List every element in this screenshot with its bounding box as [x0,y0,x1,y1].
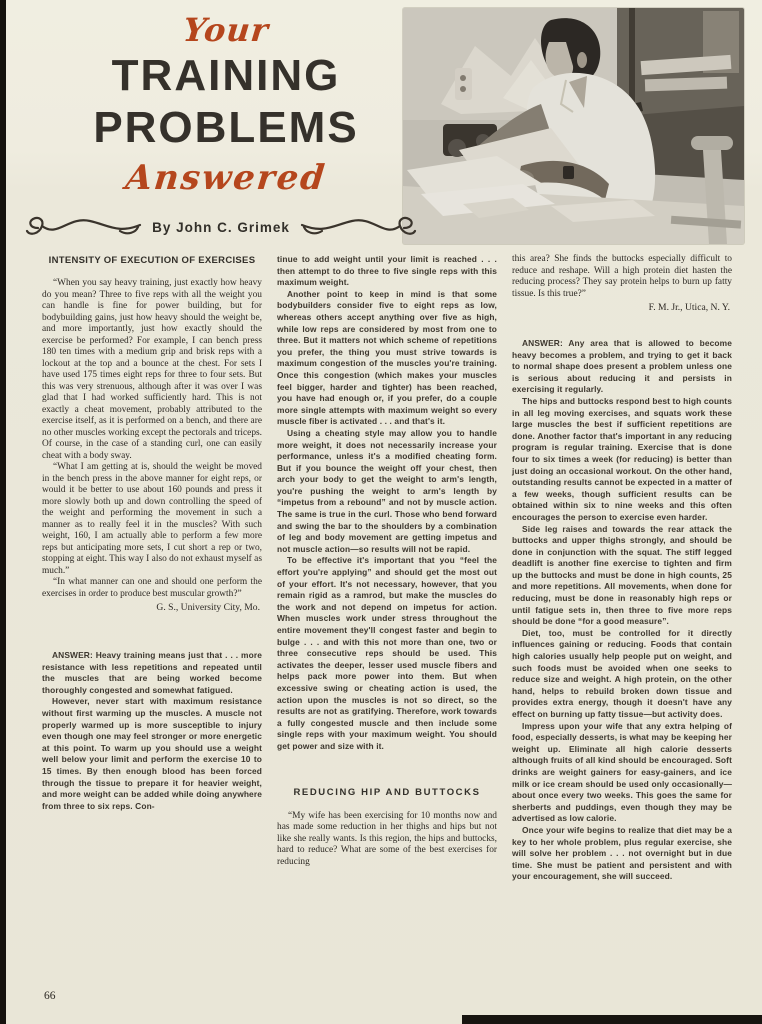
answer-paragraph: Once your wife begins to realize that diet may be a key to her whole problem, plus regular exercise, she will solve her problem . . . not overnight but in due time. She must be patient and persistent and with your encouragement, she will succeed. [512,824,732,882]
flourish-left-icon [24,212,142,242]
answer-paragraph: The hips and buttocks respond best to high counts in all leg moving exercises, and squats work these large muscles the best if sufficient repetitions are done. Another factor that's important in any reducing program is regular training. Exercise that is done four to six times a week (for reducing) is better than just doing an occasional workout. On the other hand, outstanding results cannot be expected in a matter of a few weeks, though sufficient results can be obtained within six to nine weeks and this often encourages the person to exercise even harder. [512,395,732,522]
byline-text: By John C. Grimek [152,219,290,235]
title-line-training: TRAINING [111,51,341,100]
flourish-right-icon [300,212,418,242]
question-signature: F. M. Jr., Utica, N. Y. [648,302,730,313]
question-paragraph-continued: this area? She finds the buttocks especially difficult to reduce and reshape. Will a high protein diet hasten the reducing process? They say protein helps to burn up fatty tissue. Is this true?” [512,254,732,299]
answer-paragraph-continued: tinue to add weight until your limit is reached . . . then attempt to do three to five single reps with this maximum weight. [277,254,497,288]
column-3 [512,254,732,986]
question-signature: G. S., University City, Mo. [156,602,260,613]
answer-paragraph: Impress upon your wife that any extra helping of food, especially desserts, is what may be keeping her weight up. Eliminate all high calorie desserts although fruits of all kind should be encouraged. Soft drinks are weight gainers for easy-gainers, and ice milk or ice cream should be used only occasionally—about once every two weeks. This goes the same for sherberts and puddings, even though they may be advertised as low calorie. [512,720,732,824]
article-masthead [40,10,412,200]
page-left-edge-shadow [0,0,6,1024]
section-heading-reducing: REDUCING HIP AND BUTTOCKS [293,786,481,798]
title-script-answered: Answered [123,158,329,198]
photo-illustration [403,8,744,244]
title-line-problems: PROBLEMS [93,103,359,152]
page-bottom-edge-shadow [462,1015,762,1024]
question-paragraph: “In what manner can one and should one perform the exercises in order to produce best muscular growth?” [42,577,262,599]
column-2 [277,254,497,986]
answer-paragraph: Diet, too, must be controlled for it directly influences gaining or reducing. Foods that contain high calories usually help people put on weight, and such foods must be avoided when one seeks to reduce size and weight. A high protein, on the other hand, helps to rebuild broken down tissue and provides extra energy, though it doesn't have any effect on burning up fatty tissue—but activity does. [512,627,732,719]
page-number: 66 [44,990,56,1002]
article-body [42,254,732,986]
answer-paragraph: ANSWER: Any area that is allowed to become heavy becomes a problem, and trying to get it back to normal shape does present a problem unless one is serious about reducing it and persists in exercising it regularly. [512,338,732,395]
grimek-desk-photo [403,8,744,244]
title-script-your: Your [181,11,271,49]
question-paragraph: “When you say heavy training, just exactly how heavy do you mean? Three to five reps with all the weight you can handle is fine for power building, but for bodybuilding gains, just how heavy should the weight be, and more importantly, just how exactly should the exercise be performed? For example, I can bench press 180 ten times with a medium grip and brisk reps with a lockout at the top and a bounce at the chest. For sets I have used 175 times eight reps for three to four sets. But this was very strenuous, although after it was over I was glad that I had worked sufficiently hard. This is not exactly a cheat movement, probably attributed to the exercise itself, as it is performed on a bench, and there are no other muscles working except the pectorals and triceps. Of course, in the case of a standing curl, one can easily cheat with a body sway. [42,278,262,461]
answer-paragraph: ANSWER: Heavy training means just that . . . more resistance with less repetitions and repeated until the muscles that are being worked become thoroughly congested and somewhat fatigued. [42,650,262,695]
question-paragraph: “What I am getting at is, should the weight be moved in the bench press in the above manner for eight reps, or would it be better to use about 160 pounds and press it more slowly both up and down controlling the speed of the weight and performing the movement in such a manner as to really feel it in the muscles? With such weight, 160, I am actually able to perform a few more reps but anticipating more sets, I cut short a rep or two, stopping at eight. This way I also do not exhaust myself as much.” [42,462,262,576]
answer-paragraph: Another point to keep in mind is that some bodybuilders consider five to eight reps as low, whereas others accept anything over five as high, while low reps are considered by most from one to three. But it matters not which scheme of repetitions you prefer, the thing you must strive towards is maximum congestion of the muscles you're training. Once this congestion (which makes your muscles feel bigger, harder and tighter) has been reached, you have had enough or, if you prefer, do a couple more single attempts with maximum weight so every muscle fiber is activated . . . and that's it. [277,288,497,427]
byline [38,212,404,242]
answer-paragraph: Side leg raises and towards the rear attack the buttocks and upper thighs strongly, and should be done in conjunction with the squat. The stiff legged deadlift is another fine exercise to tighten and firm up the buttocks and must be done in high counts, 25 and more repetitions. All movements, when done for reducing, must be done in reasonably high reps or until fatigue sets in, then three to five more reps should be done “for a good measure”. [512,523,732,627]
answer-paragraph: However, never start with maximum resistance without first warming up the muscles. A muscle not properly warmed up is more susceptible to injury even though one may feel stronger or more energetic at this point. To warm up you should use a weight well below your limit and perform the exercise 10 to 15 times. By then enough blood has been forced through the tissue to prepare it for heavier weight, and more weight can be added while doing anywhere from three to six reps. Con- [42,696,262,811]
section-heading-intensity: INTENSITY OF EXECUTION OF EXERCISES [48,255,256,266]
column-1 [42,254,262,986]
question-paragraph: “My wife has been exercising for 10 months now and has made some reduction in her thighs and hips but not like she really wants. Is this region, the hips and buttocks, hard to reduce? What are some of the best exercises for reducing [277,810,497,867]
answer-paragraph: To be effective it's important that you “feel the effort you're applying” and should get the most out of your effort. It's not necessary, however, that you remain rigid as a ramrod, but make the muscles do the work and not depend on impetus for action. When muscles work under stress throughout the entire movement they'll congest faster and begin to bulge . . . and with this not more than one, two or three consecutive reps should be used. This activates the deeper, lesser used muscle fibers and helps pack more power into them. But when excessive swing or cheating action is used, the action upon the muscles is not so direct, so the results are not as gratifying. Therefore, work towards a fully congested muscle and then include some single reps with your maximum weight. You should get power and size with it. [277,555,497,751]
answer-paragraph: Using a cheating style may allow you to handle more weight, it does not necessarily increase your performance, unless it's a modified cheating form. But if you bounce the weight off your chest, then arch your body to get the weight to arm's length, you're pushing the weight to arm's length by “impetus from a rebound” and not by muscle action. The same is true in the curl. Those who bend forward and swing the bar to the shoulders by a combination of leg and body movement are getting impetus and not muscle action—so results will not be rapid. [277,427,497,554]
